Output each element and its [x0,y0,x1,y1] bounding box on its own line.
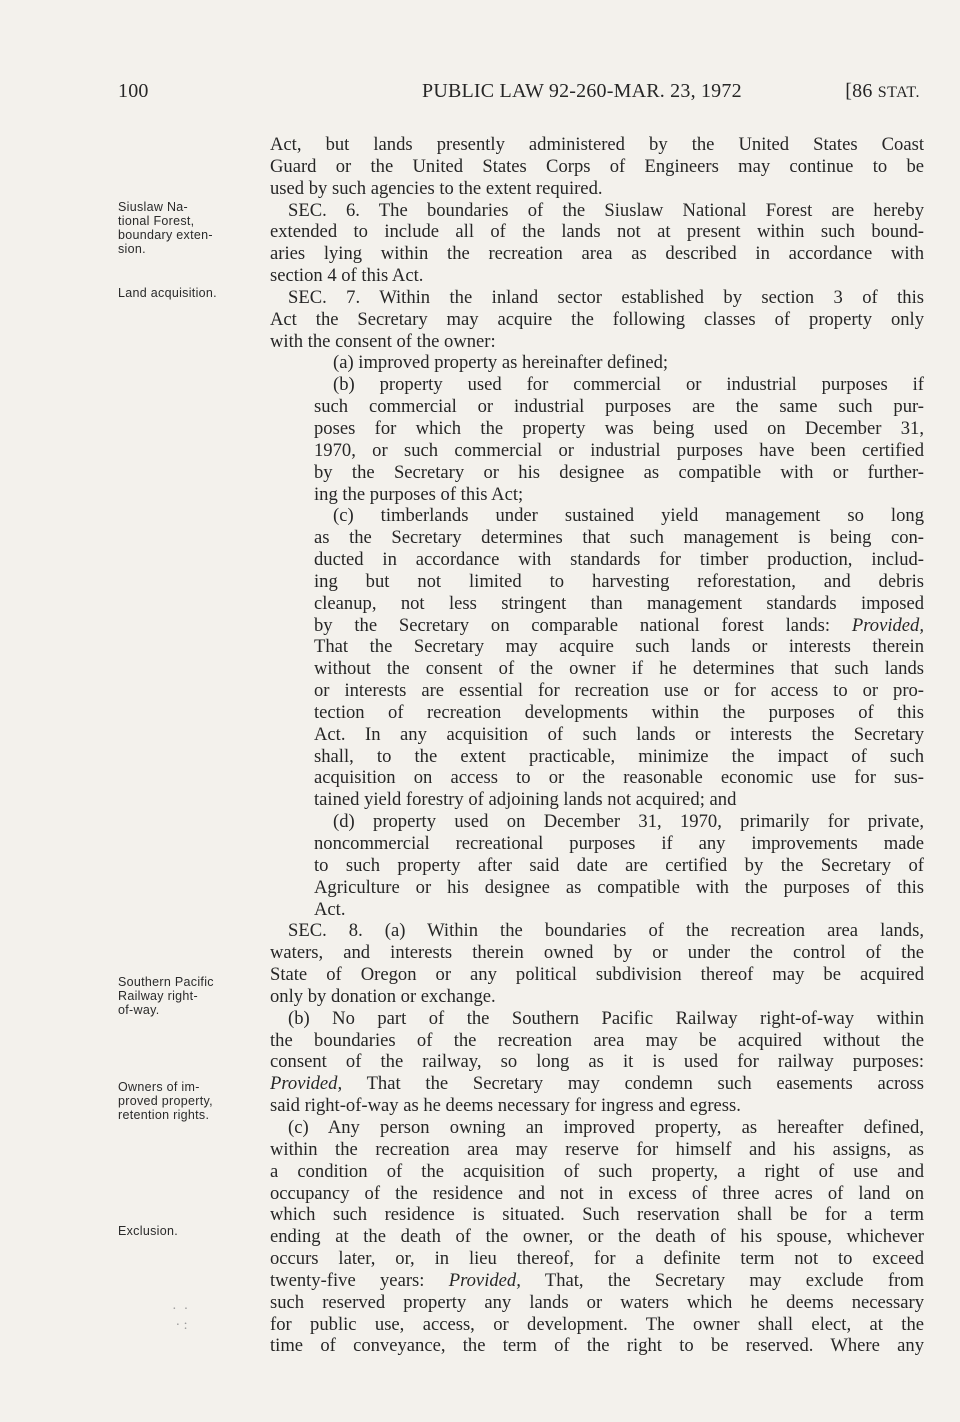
text-line: acquisition on access to or the reasonable economic use for sus- [314,767,924,789]
margin-note-railway-right-of-way: Southern Pacific Railway right- of-way. [118,975,214,1017]
text-line: twenty-five years: Provided, That, the Secretary may exclude from [270,1269,924,1291]
text-line: Guard or the United States Corps of Engineers may continue to be [270,155,924,177]
text-line: with the consent of the owner: [270,330,496,352]
text-line: Act, but lands presently administered by the United States Coast [270,134,924,155]
text-line: ending at the death of the owner, or the death of his spouse, whichever [270,1226,924,1248]
text-line: such reserved property any lands or waters which he deems necessary [270,1291,924,1313]
text-line: shall, to the extent practicable, minimize the impact of such [314,745,924,767]
text-line: Act. In any acquisition of such lands or interests the Secretary [314,723,924,745]
running-title: PUBLIC LAW 92-260-MAR. 23, 1972 [422,80,742,102]
subsection-b: (b) No part of the Southern Pacific Railway right-of-way within [288,1007,924,1029]
text-line: Agriculture or his designee as compatible with the purposes of this [314,876,924,898]
text-line: Provided, That the Secretary may condemn such easements across [270,1073,924,1095]
clause-b: (b) property used for commercial or industrial purposes if [333,374,924,396]
body-text [270,134,924,1357]
text-line: tection of recreation developments within the purposes of this [314,701,924,723]
text-line: Act the Secretary may acquire the following classes of property only [270,308,924,330]
page-header [118,80,924,110]
margin-note-siuslaw-boundary: Siuslaw Na- tional Forest, boundary exten- sion. [118,200,213,256]
text-line: occurs later, or, in lieu thereof, for a definite term not to exceed [270,1248,924,1270]
text-line: for public use, access, or development. The owner shall elect, at the [270,1313,924,1335]
statute-reference: [86 STAT. [845,80,920,102]
text-line: without the consent of the owner if he determines that such lands [314,658,924,680]
text-line: to such property after said date are certified by the Secretary of [314,854,924,876]
section-6-heading: SEC. 6. The boundaries of the Siuslaw National Forest are hereby [288,199,924,221]
text-line: as the Secretary determines that such management is being con- [314,527,924,549]
text-line: extended to include all of the lands not at present within such bound- [270,221,924,243]
margin-note-land-acquisition: Land acquisition. [118,286,217,300]
text-line: 1970, or such commercial or industrial purposes have been certified [314,439,924,461]
text-line: by the Secretary or his designee as compatible with or further- [314,461,924,483]
text-line: only by donation or exchange. [270,985,496,1007]
text-line: by the Secretary on comparable national forest lands: Provided, [314,614,924,636]
text-line: That the Secretary may acquire such lands or interests therein [314,636,924,658]
text-line: such commercial or industrial purposes are the same such pur- [314,396,924,418]
text-line: a condition of the acquisition of such property, a right of use and [270,1160,924,1182]
clause-a: (a) improved property as hereinafter defined; [333,352,669,374]
text-line: time of conveyance, the term of the right to be reserved. Where any [270,1335,924,1357]
clause-d: (d) property used on December 31, 1970, primarily for private, [333,811,924,833]
section-8-heading: SEC. 8. (a) Within the boundaries of the recreation area lands, [288,920,924,942]
text-line: waters, and interests therein owned by or under the control of the [270,942,924,964]
text-line: said right-of-way as he deems necessary for ingress and egress. [270,1095,741,1117]
text-line: ducted in accordance with standards for timber production, includ- [314,549,924,571]
text-line: used by such agencies to the extent required. [270,177,603,199]
text-line: occupancy of the residence and not in excess of three acres of land on [270,1182,924,1204]
text-line: which such residence is situated. Such reservation shall be for a term [270,1204,924,1226]
text-line: within the recreation area may reserve for himself and his assigns, as [270,1138,924,1160]
margin-note-owner-retention-rights: Owners of im- proved property, retention rights. [118,1080,213,1122]
text-line: aries lying within the recreation area as described in accordance with [270,243,924,265]
text-line: cleanup, not less stringent than management standards imposed [314,592,924,614]
margin-note-exclusion: Exclusion. [118,1224,178,1238]
text-line: tained yield forestry of adjoining lands not acquired; and [314,789,737,811]
text-line: the boundaries of the recreation area may be acquired without the [270,1029,924,1051]
subsection-c: (c) Any person owning an improved property, as hereafter defined, [288,1116,924,1138]
page-number: 100 [118,80,149,102]
text-line: ing the purposes of this Act; [314,483,524,505]
text-line: State of Oregon or any political subdivision thereof may be acquired [270,964,924,986]
scan-speck: · · · : [172,1302,189,1333]
text-line: noncommercial recreational purposes if any improvements made [314,833,924,854]
text-line: poses for which the property was being used on December 31, [314,417,924,439]
text-line: consent of the railway, so long as it is used for railway purposes: [270,1051,924,1073]
text-line: ing but not limited to harvesting reforestation, and debris [314,570,924,592]
text-line: section 4 of this Act. [270,265,424,287]
text-line: Act. [314,898,346,920]
clause-c: (c) timberlands under sustained yield management so long [333,505,924,527]
section-7-heading: SEC. 7. Within the inland sector established by section 3 of this [288,286,924,308]
text-line: or interests are essential for recreation use or for access to or pro- [314,680,924,702]
